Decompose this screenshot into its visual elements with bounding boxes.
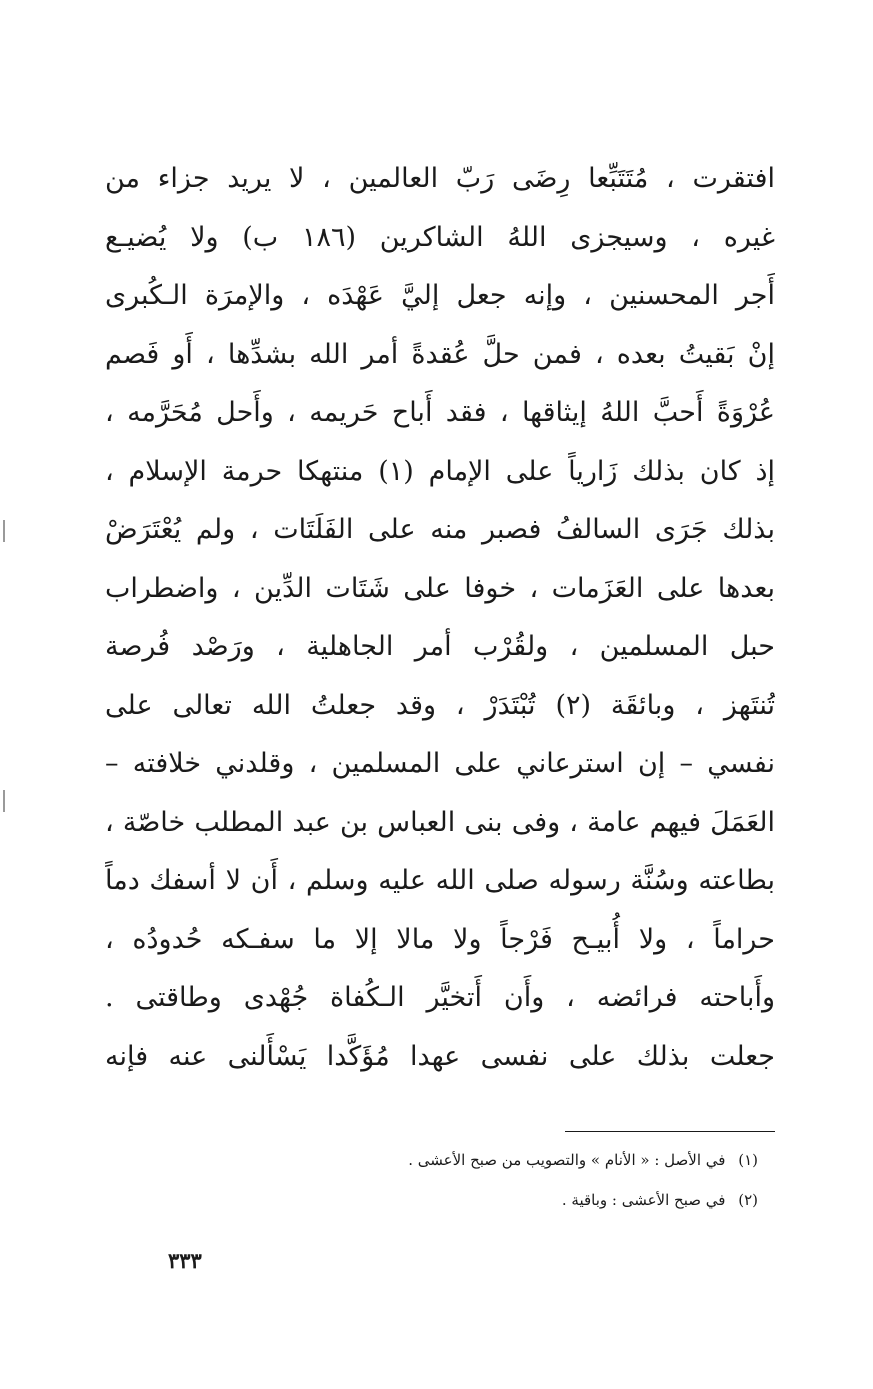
text-line: عُرْوَةً أَحبَّ اللهُ إيثاقها ، فقد أَباح حَريمه ، وأَحل مُحَرَّمه ، — [105, 397, 775, 428]
footnote-mark: (١) — [738, 1151, 758, 1169]
text-line: إنْ بَقيتُ بعده ، فمن حلَّ عُقدةً أمر الله بشدِّها ، أَو فَصم — [105, 338, 775, 370]
text-line: تُنتَهز ، وبائقَة (٢) تُبْتَدَرْ ، وقد جعلتُ الله تعالى على — [105, 689, 775, 721]
text-line: بعدها على العَزَمات ، خوفا على شَتَات الدِّين ، واضطراب — [105, 572, 775, 604]
footnote — [300, 1190, 758, 1230]
text-line: افتقرت ، مُتَتَبِّعا رِضَى رَبّ العالمين ، لا يريد جزاء من — [105, 163, 775, 194]
footnote-text: في صبح الأعشى : وباقية . — [561, 1191, 726, 1209]
scan-edge-mark — [3, 520, 5, 542]
footnote-mark: (٢) — [738, 1191, 758, 1209]
text-line: حبل المسلمين ، ولقُرْب أمر الجاهلية ، ورَصْد فُرصة — [105, 631, 775, 662]
text-line: أَجر المحسنين ، وإنه جعل إليَّ عَهْدَه ، والإمرَة الـكُبرى — [105, 280, 775, 311]
text-line: جعلت بذلك على نفسى عهدا مُؤَكَّدا يَسْأَلنى عنه فإنه — [105, 1040, 775, 1072]
text-line: غيره ، وسيجزى اللهُ الشاكرين (١٨٦ ب) ولا يُضيـع — [105, 221, 775, 253]
footnote — [300, 1150, 758, 1190]
body-text — [105, 150, 775, 1086]
footnote-divider — [565, 1131, 775, 1132]
footnotes — [300, 1150, 758, 1230]
text-line: نفسي – إن استرعاني على المسلمين ، وقلدني خلافته – — [105, 748, 775, 779]
text-line: بذلك جَرَى السالفُ فصبر منه على الفَلَتَات ، ولم يُعْتَرَضْ — [105, 514, 775, 545]
scan-edge-mark — [3, 790, 5, 812]
text-line: حراماً ، ولا أُبيـح فَرْجاً ولا مالا إلا ما سفـكه حُدودُه ، — [105, 923, 775, 955]
text-line: بطاعته وسُنَّة رسوله صلى الله عليه وسلم ، أَن لا أسفك دماً — [105, 865, 775, 896]
text-line: إذ كان بذلك زَارياً على الإمام (١) منتهكا حرمة الإسلام ، — [105, 455, 775, 487]
text-line: العَمَلَ فيهم عامة ، وفى بنى العباس بن عبد المطلب خاصّة ، — [105, 806, 775, 838]
text-line: وأَباحته فرائضه ، وأَن أَتخيَّر الـكُفاة جُهْدى وطاقتى . — [105, 982, 775, 1013]
footnote-text: في الأصل : « الأنام » والتصويب من صبح الأعشى . — [408, 1151, 726, 1169]
page-number: ٣٣٣ — [168, 1248, 202, 1273]
